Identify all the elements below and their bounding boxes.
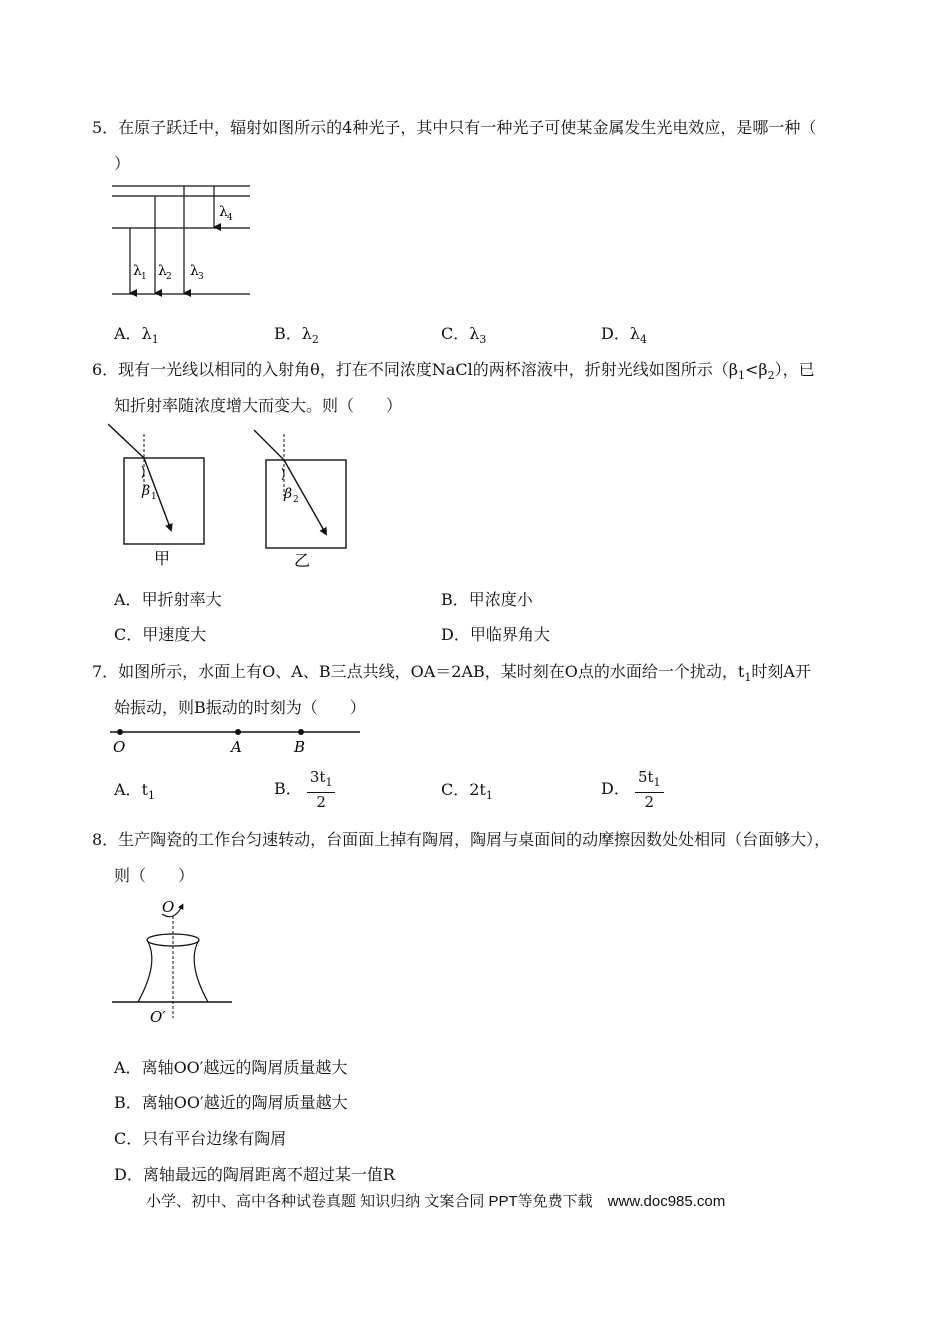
svg-text:β: β xyxy=(284,486,293,502)
q5-option-a[interactable]: A．$\lambda_1$ xyxy=(114,324,159,347)
q8-stem-line1: 8．生产陶瓷的工作台匀速转动，台面面上掉有陶屑，陶屑与桌面间的动摩擦因数处处相同（台面够大）， xyxy=(92,830,831,849)
point-o: O xyxy=(113,738,126,756)
svg-text:β: β xyxy=(142,483,151,499)
lambda1-label: λ xyxy=(133,263,142,279)
q7-option-d-fraction: $\frac{5t_1}{2}$ xyxy=(635,768,664,811)
q8-option-d[interactable]: D．离轴最远的陶屑距离不超过某一值R xyxy=(114,1165,395,1184)
svg-text:2: 2 xyxy=(166,272,172,282)
lambda3-label: λ xyxy=(190,263,199,279)
q8-option-a[interactable]: A．离轴OO′越远的陶屑质量越大 xyxy=(114,1058,348,1077)
q5-stem-line1: 5．在原子跃迁中，辐射如图所示的4种光子，其中只有一种光子可使某金属发生光电效应，是哪一种（ xyxy=(92,118,817,137)
q6-option-a[interactable]: A．甲折射率大 xyxy=(114,590,222,609)
q7-stem-line1: 7．如图所示，水面上有O、A、B三点共线，OA＝2AB，某时刻在O点的水面给一个扰动，$t_1$时刻A开 xyxy=(92,662,811,685)
axis-bottom-label: O′ xyxy=(150,1008,166,1024)
q7-option-d[interactable]: D． $\frac{5t_1}{2}$ xyxy=(601,768,664,811)
q8-option-c[interactable]: C．只有平台边缘有陶屑 xyxy=(114,1129,287,1148)
q5-option-c[interactable]: C．$\lambda_3$ xyxy=(441,324,487,347)
q5-option-b[interactable]: B．$\lambda_2$ xyxy=(274,324,319,347)
point-b: B xyxy=(294,738,306,756)
q6-option-c[interactable]: C．甲速度大 xyxy=(114,625,207,644)
q6-option-d[interactable]: D．甲临界角大 xyxy=(441,625,550,644)
q5-option-d[interactable]: D．$\lambda_4$ xyxy=(601,324,647,347)
q7-option-a[interactable]: A．$t_1$ xyxy=(114,780,155,803)
beaker-jia-caption: 甲 xyxy=(154,549,171,568)
point-a: A xyxy=(231,738,242,756)
svg-text:1: 1 xyxy=(151,492,157,502)
lambda2-label: λ xyxy=(158,263,167,279)
q7-stem-line2: 始振动，则B振动的时刻为（ ） xyxy=(114,698,366,717)
q7-points-line xyxy=(110,722,365,758)
q8-pottery-wheel-figure xyxy=(108,892,238,1024)
q7-option-b-fraction: $\frac{3t_1}{2}$ xyxy=(307,768,336,811)
q6-option-b[interactable]: B．甲浓度小 xyxy=(441,590,533,609)
svg-text:4: 4 xyxy=(227,213,233,223)
q6-refraction-figure xyxy=(108,422,358,572)
svg-text:1: 1 xyxy=(141,272,147,282)
svg-text:3: 3 xyxy=(198,272,204,282)
page-footer: 小学、初中、高中各种试卷真题 知识归纳 文案合同 PPT等免费下载 www.doc985.com xyxy=(146,1193,726,1210)
q8-stem-line2: 则（ ） xyxy=(114,866,195,885)
q5-stem-line2: ） xyxy=(114,154,131,173)
q8-option-b[interactable]: B．离轴OO′越近的陶屑质量越大 xyxy=(114,1093,348,1112)
beaker-yi-caption: 乙 xyxy=(294,551,311,570)
q5-energy-level-diagram xyxy=(108,180,258,300)
svg-text:2: 2 xyxy=(293,495,299,505)
lambda4-label: λ xyxy=(219,204,228,220)
q6-stem-line1: 6．现有一光线以相同的入射角θ，打在不同浓度NaCl的两杯溶液中，折射光线如图所示$(\beta_1<\beta_2)$，已 xyxy=(92,360,815,383)
q7-option-c[interactable]: C．$2t_1$ xyxy=(441,780,493,803)
axis-top-label: O xyxy=(162,898,175,916)
q6-stem-line2: 知折射率随浓度增大而变大。则（ ） xyxy=(114,396,403,415)
q7-option-b[interactable]: B． $\frac{3t_1}{2}$ xyxy=(274,768,335,811)
